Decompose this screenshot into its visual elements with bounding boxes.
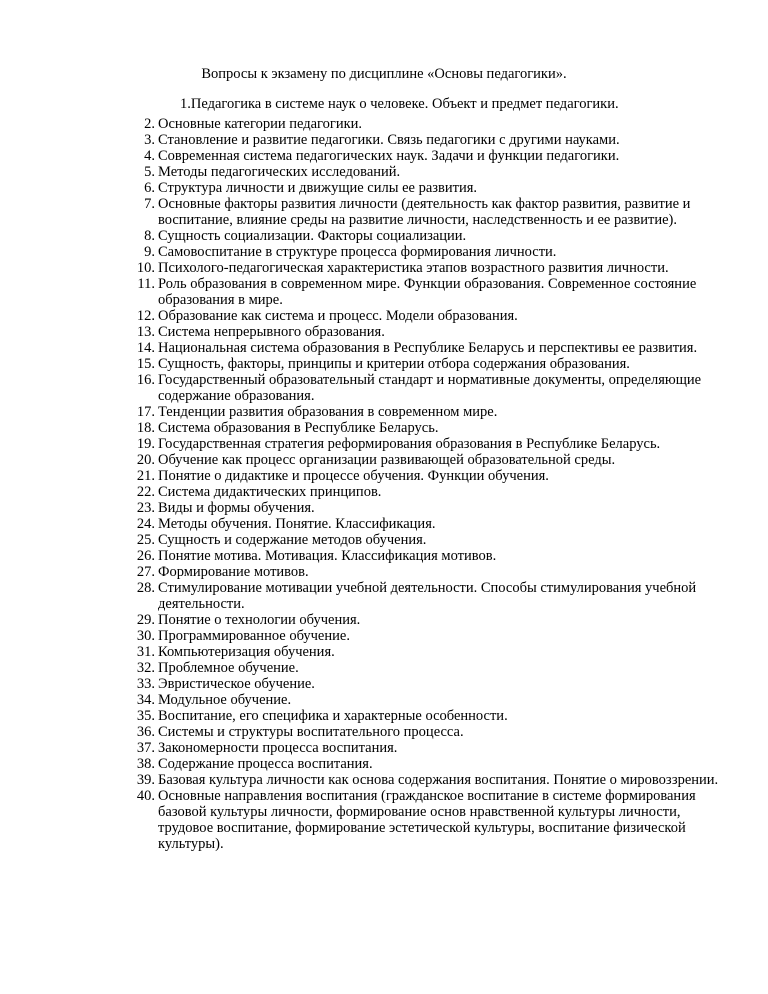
question-number: 21.: [136, 468, 155, 484]
question-text: Стимулирование мотивации учебной деятельности. Способы стимулирования учебной деятельности.: [158, 580, 697, 612]
question-number: 5.: [144, 164, 155, 180]
question-number: 14.: [136, 340, 155, 356]
question-item: [98, 196, 738, 228]
question-number: 22.: [136, 484, 155, 500]
question-number: 9.: [144, 244, 155, 260]
question-item-1: 1.Педагогика в системе наук о человеке. Объект и предмет педагогики.: [180, 96, 619, 112]
question-text: Закономерности процесса воспитания.: [158, 740, 398, 756]
question-number: 24.: [136, 516, 155, 532]
question-number: 29.: [136, 612, 155, 628]
question-text: Понятие о дидактике и процессе обучения. Функции обучения.: [158, 468, 549, 484]
question-text: Система образования в Республике Беларусь.: [158, 420, 439, 436]
question-text: Национальная система образования в Республике Беларусь и перспективы ее развития.: [158, 340, 698, 356]
question-text: Модульное обучение.: [158, 692, 292, 708]
question-text: Сущность, факторы, принципы и критерии отбора содержания образования.: [158, 356, 630, 372]
question-item: [98, 436, 738, 452]
question-number: 17.: [136, 404, 155, 420]
question-text: Методы педагогических исследований.: [158, 164, 401, 180]
question-text: Структура личности и движущие силы ее развития.: [158, 180, 478, 196]
question-text: Системы и структуры воспитательного процесса.: [158, 724, 464, 740]
question-item: [98, 724, 738, 740]
question-text: Виды и формы обучения.: [158, 500, 315, 516]
question-item: [98, 484, 738, 500]
question-text: Методы обучения. Понятие. Классификация.: [158, 516, 436, 532]
question-text: Становление и развитие педагогики. Связь педагогики с другими науками.: [158, 132, 620, 148]
question-item: [98, 660, 738, 676]
question-number: 2.: [144, 116, 155, 132]
question-text: Формирование мотивов.: [158, 564, 309, 580]
question-text: Психолого-педагогическая характеристика этапов возрастного развития личности.: [158, 260, 669, 276]
question-item: [98, 340, 738, 356]
question-number: 39.: [136, 772, 155, 788]
question-item: [98, 708, 738, 724]
question-text: Система дидактических принципов.: [158, 484, 382, 500]
question-text: Компьютеризация обучения.: [158, 644, 335, 660]
question-item: [98, 132, 738, 148]
question-text: Основные направления воспитания (гражданское воспитание в системе формирования базовой культуры личности, формирование основ нравственной культуры личности, трудовое воспитание, формирование эстетической культуры, воспитание физической культуры).: [158, 788, 696, 852]
question-number: 3.: [144, 132, 155, 148]
question-text: Программированное обучение.: [158, 628, 350, 644]
question-item: [98, 180, 738, 196]
question-item: [98, 356, 738, 372]
question-item: [98, 612, 738, 628]
question-text: Основные категории педагогики.: [158, 116, 363, 132]
question-text: Тенденции развития образования в современном мире.: [158, 404, 498, 420]
question-text: Роль образования в современном мире. Функции образования. Современное состояние образования в мире.: [158, 276, 697, 308]
question-text: Эвристическое обучение.: [158, 676, 315, 692]
question-number: 16.: [136, 372, 155, 388]
question-item: [98, 308, 738, 324]
question-item: [98, 628, 738, 644]
question-item: [98, 516, 738, 532]
question-number: 32.: [136, 660, 155, 676]
question-text: Базовая культура личности как основа содержания воспитания. Понятие о мировоззрении.: [158, 772, 719, 788]
question-item: [98, 404, 738, 420]
question-text: Содержание процесса воспитания.: [158, 756, 373, 772]
question-number: 19.: [136, 436, 155, 452]
question-text: Современная система педагогических наук. Задачи и функции педагогики.: [158, 148, 620, 164]
question-text: Обучение как процесс организации развивающей образовательной среды.: [158, 452, 616, 468]
question-number: 27.: [136, 564, 155, 580]
question-item: [98, 756, 738, 772]
question-number: 36.: [136, 724, 155, 740]
question-number: 35.: [136, 708, 155, 724]
question-item: [98, 548, 738, 564]
question-item: [98, 260, 738, 276]
question-number: 20.: [136, 452, 155, 468]
question-item: [98, 468, 738, 484]
question-item: [98, 772, 738, 788]
question-list: [98, 116, 738, 852]
question-number: 30.: [136, 628, 155, 644]
document-title: Вопросы к экзамену по дисциплине «Основы педагогики».: [201, 66, 567, 82]
question-number: 37.: [136, 740, 155, 756]
question-item: [98, 116, 738, 132]
question-number: 6.: [144, 180, 155, 196]
question-text: Самовоспитание в структуре процесса формирования личности.: [158, 244, 557, 260]
question-item: [98, 788, 738, 852]
question-item: [98, 164, 738, 180]
question-text: Государственная стратегия реформирования образования в Республике Беларусь.: [158, 436, 661, 452]
question-number: 18.: [136, 420, 155, 436]
question-text: Проблемное обучение.: [158, 660, 299, 676]
question-item: [98, 420, 738, 436]
question-number: 38.: [136, 756, 155, 772]
question-number: 11.: [137, 276, 155, 292]
question-number: 25.: [136, 532, 155, 548]
question-item: [98, 452, 738, 468]
question-text: Сущность и содержание методов обучения.: [158, 532, 427, 548]
question-item: [98, 564, 738, 580]
question-number: 40.: [136, 788, 155, 804]
question-item: [98, 532, 738, 548]
question-number: 10.: [136, 260, 155, 276]
question-number: 23.: [136, 500, 155, 516]
question-text: Воспитание, его специфика и характерные особенности.: [158, 708, 508, 724]
question-item: [98, 372, 738, 404]
question-text: Основные факторы развития личности (деятельность как фактор развития, развитие и воспитание, влияние среды на развитие личности, наследственность и ее развитие).: [158, 196, 691, 228]
question-number: 13.: [136, 324, 155, 340]
question-number: 26.: [136, 548, 155, 564]
question-number: 8.: [144, 228, 155, 244]
question-text: Образование как система и процесс. Модели образования.: [158, 308, 518, 324]
question-text: Сущность социализации. Факторы социализации.: [158, 228, 467, 244]
question-text: Государственный образовательный стандарт и нормативные документы, определяющие содержание образования.: [158, 372, 702, 404]
question-number: 12.: [136, 308, 155, 324]
question-text: Понятие о технологии обучения.: [158, 612, 361, 628]
question-item: [98, 676, 738, 692]
question-number: 34.: [136, 692, 155, 708]
question-text: Понятие мотива. Мотивация. Классификация мотивов.: [158, 548, 497, 564]
question-item: [98, 324, 738, 340]
question-item: [98, 500, 738, 516]
question-item: [98, 148, 738, 164]
question-number: 15.: [136, 356, 155, 372]
question-item: [98, 276, 738, 308]
question-item: [98, 644, 738, 660]
question-number: 7.: [144, 196, 155, 212]
question-number: 4.: [144, 148, 155, 164]
question-text: Система непрерывного образования.: [158, 324, 385, 340]
question-item: [98, 228, 738, 244]
question-item: [98, 740, 738, 756]
question-number: 28.: [136, 580, 155, 596]
question-item: [98, 244, 738, 260]
question-item: [98, 692, 738, 708]
question-item: [98, 580, 738, 612]
question-number: 31.: [136, 644, 155, 660]
question-number: 33.: [136, 676, 155, 692]
